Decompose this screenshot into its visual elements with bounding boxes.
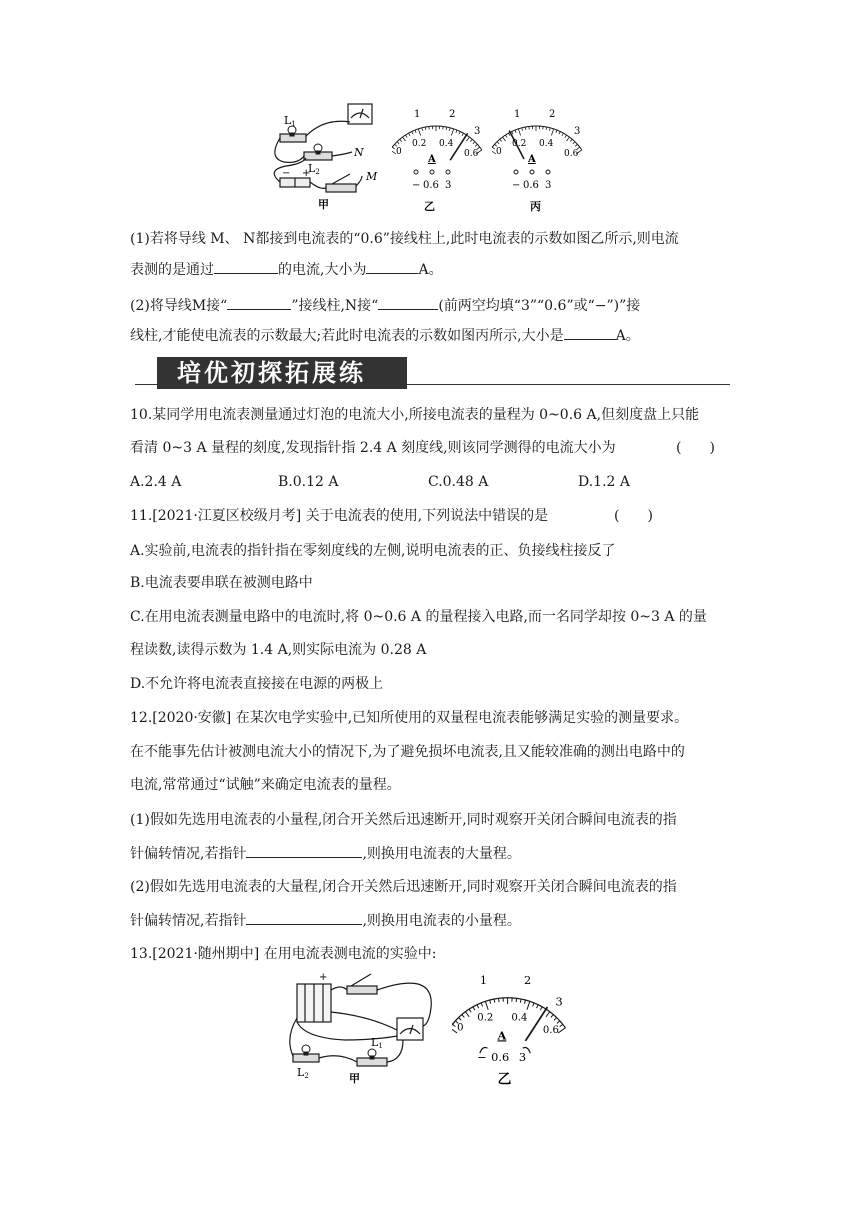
scale-top-2: 2 [449, 109, 456, 120]
scale-bottom-06: 0.6 [564, 149, 579, 159]
q9-part1-line1: (1)若将导线 M、 N都接到电流表的“0.6”接线柱上,此时电流表的示数如图乙所示,则电流 [130, 231, 679, 247]
q11-option-d[interactable]: D.不允许将电流表直接接在电源的两极上 [130, 676, 384, 692]
label-L1: L1 [371, 1036, 383, 1050]
terminal-06: 0.6 [523, 180, 539, 191]
label-battery-plus: + [319, 972, 328, 983]
label-battery-plus: + [302, 168, 311, 179]
scale-bottom-06: 0.6 [464, 149, 479, 159]
label-battery-minus: − [282, 168, 291, 179]
scale-bottom-04: 0.4 [511, 1012, 528, 1024]
scale-top-1: 1 [414, 109, 421, 120]
scale-top-1: 1 [514, 109, 521, 120]
terminal-minus: − [477, 1049, 487, 1064]
answer-blank[interactable] [246, 910, 362, 925]
answer-blank[interactable] [564, 325, 616, 340]
q11-option-a[interactable]: A.实验前,电流表的指针指在零刻度线的左侧,说明电流表的正、负接线柱接反了 [130, 543, 616, 559]
meter-unit: A [528, 154, 536, 165]
scale-top-1: 1 [479, 972, 488, 987]
scale-top-2: 2 [523, 972, 532, 987]
answer-blank[interactable] [366, 259, 418, 274]
q12-part1-line2: 针偏转情况,若指针 ,则换用电流表的大量程。 [130, 843, 521, 864]
q13-stem: 13.[2021·随州期中] 在用电流表测电流的实验中: [130, 946, 437, 962]
circuit-diagram-bottom [285, 968, 435, 1086]
ammeter-yi-bottom [452, 970, 572, 1086]
q12-stem-line1: 12.[2020·安徽] 在某次电学实验中,已知所使用的双量程电流表能够满足实验的测量要求。 [130, 710, 689, 726]
ammeter-yi-top [392, 104, 487, 216]
scale-top-3: 3 [574, 126, 581, 137]
circuit-diagram-top [262, 100, 382, 212]
answer-blank[interactable] [214, 259, 278, 274]
scale-bottom-0: 0 [396, 147, 402, 157]
terminal-minus: − [512, 180, 521, 191]
scale-top-3: 3 [555, 994, 563, 1009]
q12-part1-line1: (1)假如先选用电流表的小量程,闭合开关然后迅速断开,同时观察开关闭合瞬间电流表的指 [130, 812, 677, 828]
label-N: N [354, 146, 364, 159]
answer-blank[interactable] [378, 295, 438, 310]
q12-stem-line2: 在不能事先估计被测电流大小的情况下,为了避免损坏电流表,且又能较准确的测出电路中的 [130, 744, 685, 760]
label-L2: L2 [308, 162, 320, 176]
q11-answer-paren[interactable]: ( ) [614, 508, 653, 524]
terminal-3: 3 [445, 180, 452, 191]
scale-top-3: 3 [474, 126, 481, 137]
scale-bottom-06: 0.6 [542, 1025, 559, 1037]
terminal-minus: − [412, 180, 421, 191]
q12-part2-line1: (2)假如先选用电流表的大量程,闭合开关然后迅速断开,同时观察开关闭合瞬间电流表的指 [130, 879, 677, 895]
q9-part1-line2: 表测的是通过 的电流,大小为 A。 [130, 259, 443, 280]
scale-bottom-02: 0.2 [512, 139, 527, 149]
section-title: 培优初探拓展练 [177, 359, 366, 387]
terminal-06: 0.6 [423, 180, 439, 191]
q9-part2-line1: (2)将导线M接“ ”接线柱,N接“ (前两空均填“3”“0.6”或“−”)”接 [130, 295, 640, 316]
terminal-3: 3 [518, 1049, 527, 1064]
q12-part2-line2: 针偏转情况,若指针 ,则换用电流表的小量程。 [130, 910, 521, 931]
answer-blank[interactable] [246, 843, 362, 858]
q11-option-c-line1[interactable]: C.在用电流表测量电路中的电流时,将 0~0.6 A 的量程接入电路,而一名同学却按 0~3 A 的量 [130, 609, 707, 625]
scale-bottom-0: 0 [457, 1022, 464, 1034]
caption-jia: 甲 [318, 198, 329, 211]
q11-option-b[interactable]: B.电流表要串联在被测电路中 [130, 575, 313, 591]
q11-stem: 11.[2021·江夏区校级月考] 关于电流表的使用,下列说法中错误的是 [130, 508, 549, 524]
q11-option-c-line2[interactable]: 程读数,读得示数为 1.4 A,则实际电流为 0.28 A [130, 642, 427, 658]
scale-bottom-0: 0 [496, 147, 502, 157]
scale-bottom-02: 0.2 [477, 1012, 494, 1024]
q10-option-d[interactable]: D.1.2 A [578, 474, 631, 490]
caption-bing: 丙 [530, 200, 541, 213]
q9-part2-line2: 线柱,才能使电流表的示数最大;若此时电流表的示数如图丙所示,大小是 A。 [130, 325, 640, 346]
scale-bottom-02: 0.2 [412, 139, 427, 149]
q10-option-c[interactable]: C.0.48 A [428, 474, 489, 490]
q10-stem-line1: 10.某同学用电流表测量通过灯泡的电流大小,所接电流表的量程为 0~0.6 A,但刻度盘上只能 [130, 407, 700, 423]
meter-unit: A [497, 1028, 507, 1043]
q10-answer-paren[interactable]: ( ) [676, 440, 715, 456]
scale-bottom-04: 0.4 [439, 139, 454, 149]
ammeter-bing-top [492, 104, 587, 216]
q12-stem-line3: 电流,常常通过“试触”来确定电流表的量程。 [130, 777, 401, 793]
caption-jia: 甲 [349, 1072, 360, 1085]
label-L1: L1 [284, 114, 296, 128]
label-L2: L2 [297, 1066, 309, 1080]
label-M: M [366, 170, 378, 183]
section-banner [135, 357, 730, 391]
scale-top-2: 2 [549, 109, 556, 120]
answer-blank[interactable] [227, 295, 291, 310]
q10-option-b[interactable]: B.0.12 A [278, 474, 339, 490]
scale-bottom-04: 0.4 [539, 139, 554, 149]
q10-stem-line2: 看清 0~3 A 量程的刻度,发现指针指 2.4 A 刻度线,则该同学测得的电流大小为 [130, 440, 616, 456]
terminal-3: 3 [545, 180, 552, 191]
q10-option-a[interactable]: A.2.4 A [130, 474, 182, 490]
caption-yi: 乙 [424, 200, 435, 213]
meter-unit: A [428, 154, 436, 165]
terminal-06: 0.6 [491, 1049, 510, 1064]
caption-yi: 乙 [497, 1071, 512, 1086]
